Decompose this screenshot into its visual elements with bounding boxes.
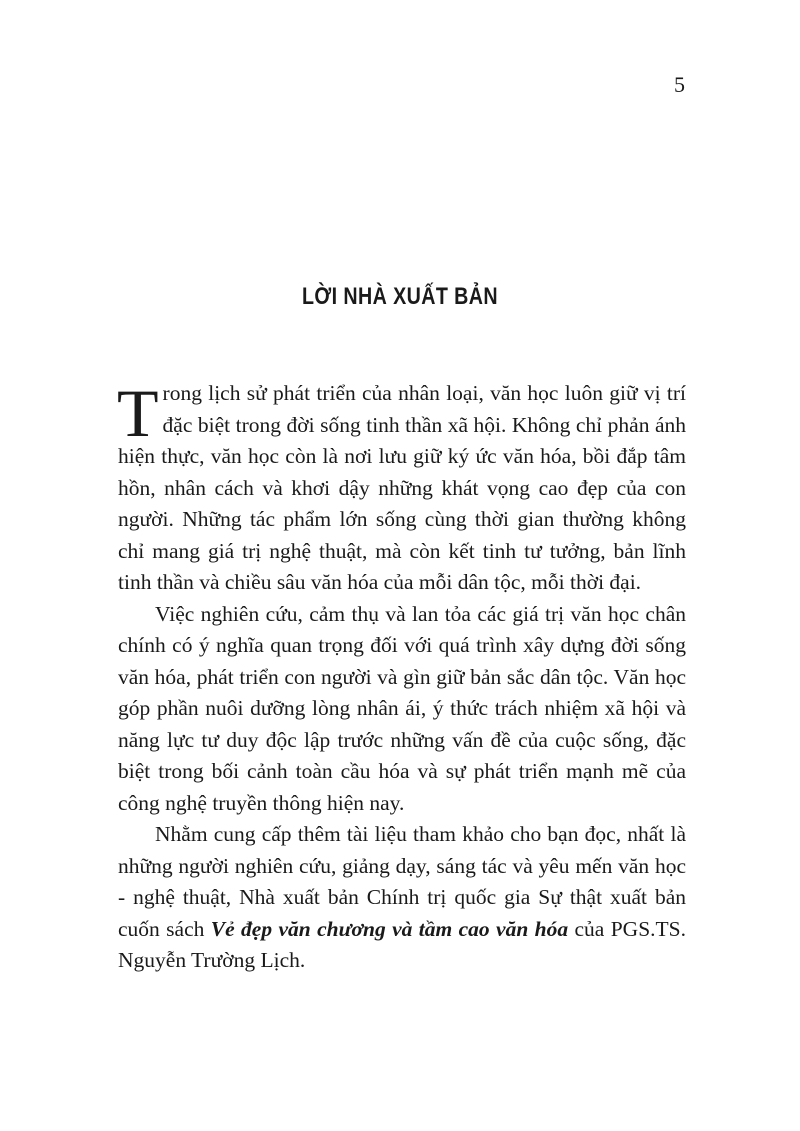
paragraph-1 — [117, 375, 686, 599]
paragraph-3-text-end: của PGS.TS. Nguyễn Trường Lịch. — [118, 916, 686, 972]
page-title: LỜI NHÀ XUẤT BẢN — [301, 283, 499, 310]
paragraph-2 — [118, 599, 686, 820]
body-text — [117, 375, 686, 977]
paragraph-2-text: Việc nghiên cứu, cảm thụ và lan tỏa các giá trị văn học chân chính có ý nghĩa quan trọng đối với quá trình xây dựng đời sống văn hóa, phát triển con người và gìn giữ bản sắc dân tộc. Văn học góp phần nuôi dưỡng lòng nhân ái, ý thức trách nhiệm xã hội và năng lực tư duy độc lập trước những vấn đề của cuộc sống, đặc biệt trong bối cảnh toàn cầu hóa và sự phát triển mạnh mẽ của công nghệ truyền thông hiện nay. — [118, 601, 686, 815]
paragraph-1-text: rong lịch sử phát triển của nhân loại, văn học luôn giữ vị trí đặc biệt trong đời sống tinh thần xã hội. Không chỉ phản ánh hiện thực, văn học còn là nơi lưu giữ ký ức văn hóa, bồi đắp tâm hồn, nhân cách và khơi dậy những khát vọng cao đẹp của con người. Những tác phẩm lớn sống cùng thời gian thường không chỉ mang giá trị nghệ thuật, mà còn kết tinh tư tưởng, bản lĩnh tinh thần và chiều sâu văn hóa của mỗi dân tộc, mỗi thời đại. — [118, 381, 686, 594]
book-title: Vẻ đẹp văn chương và tầm cao văn hóa — [210, 916, 569, 941]
drop-cap: T — [117, 375, 159, 451]
page-number: 5 — [674, 72, 685, 97]
paragraph-3-text-start: Nhằm cung cấp thêm tài liệu tham khảo cho bạn đọc, nhất là những người nghiên cứu, giảng dạy, sáng tác và yêu mến văn học - nghệ thuật, Nhà xuất bản Chính trị quốc gia Sự thật xuất bản cuốn sách — [118, 822, 686, 941]
paragraph-3 — [118, 819, 686, 977]
